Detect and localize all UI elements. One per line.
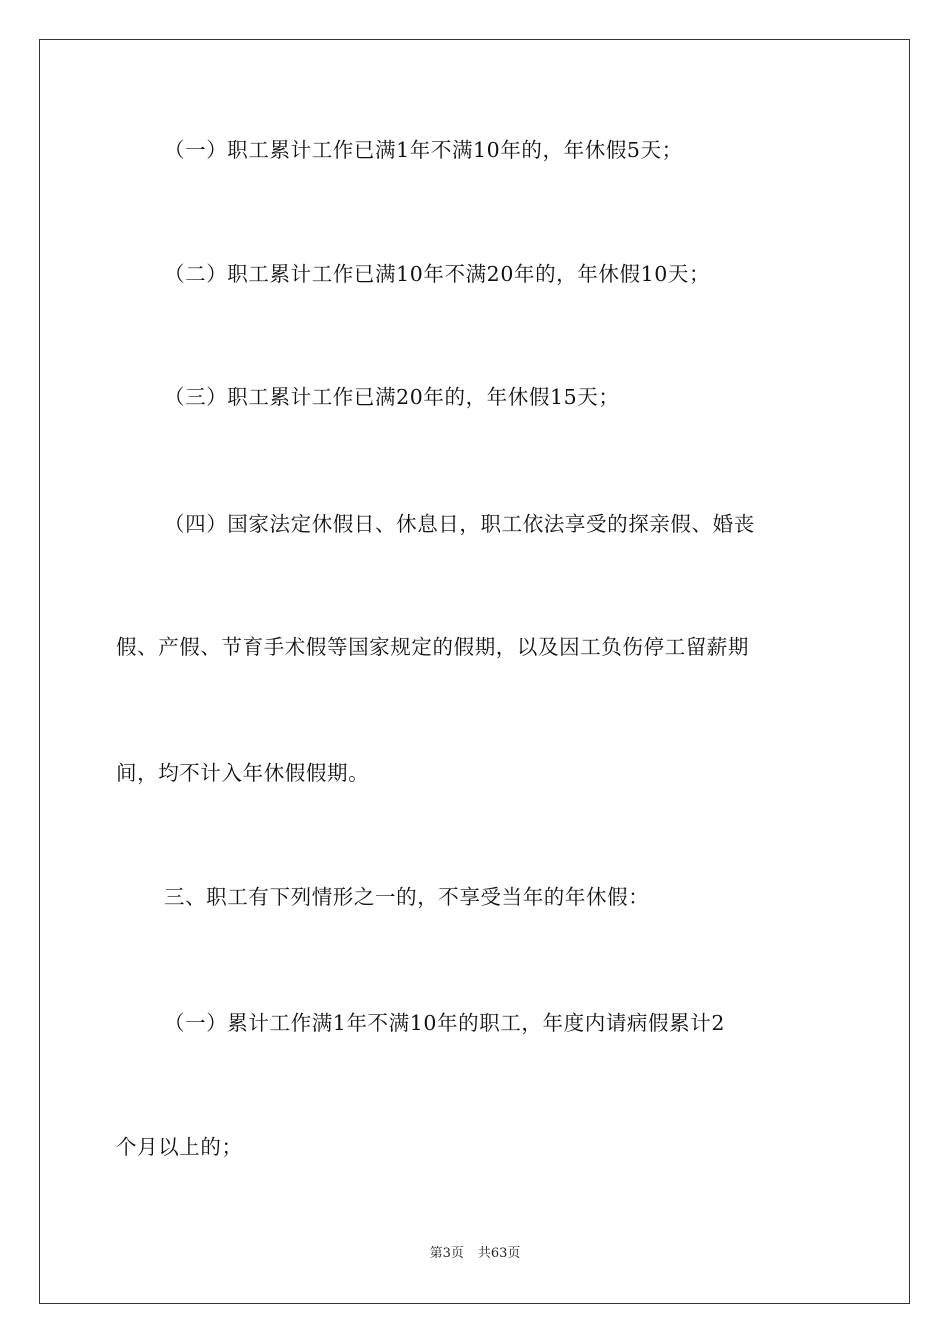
page-total: 共63页	[477, 1246, 521, 1261]
paragraph-line: 间，均不计入年休假假期。	[116, 761, 370, 785]
paragraph-line: （一）累计工作满1年不满10年的职工，年度内请病假累计2	[164, 1011, 725, 1035]
page-footer	[0, 1244, 950, 1264]
paragraph-line: （一）职工累计工作已满1年不满10年的，年休假5天；	[164, 138, 683, 162]
page-border	[39, 39, 910, 1304]
paragraph-line: （二）职工累计工作已满10年不满20年的，年休假10天；	[164, 262, 711, 286]
paragraph-line: 假、产假、节育手术假等国家规定的假期，以及因工负伤停工留薪期	[116, 635, 749, 659]
paragraph-line: 个月以上的；	[116, 1135, 243, 1159]
paragraph-line: （三）职工累计工作已满20年的，年休假15天；	[164, 385, 620, 409]
paragraph-line: （四）国家法定休假日、休息日，职工依法享受的探亲假、婚丧	[164, 512, 755, 536]
section-heading: 三、职工有下列情形之一的，不享受当年的年休假：	[164, 885, 650, 909]
page-number: 第3页	[429, 1246, 464, 1261]
